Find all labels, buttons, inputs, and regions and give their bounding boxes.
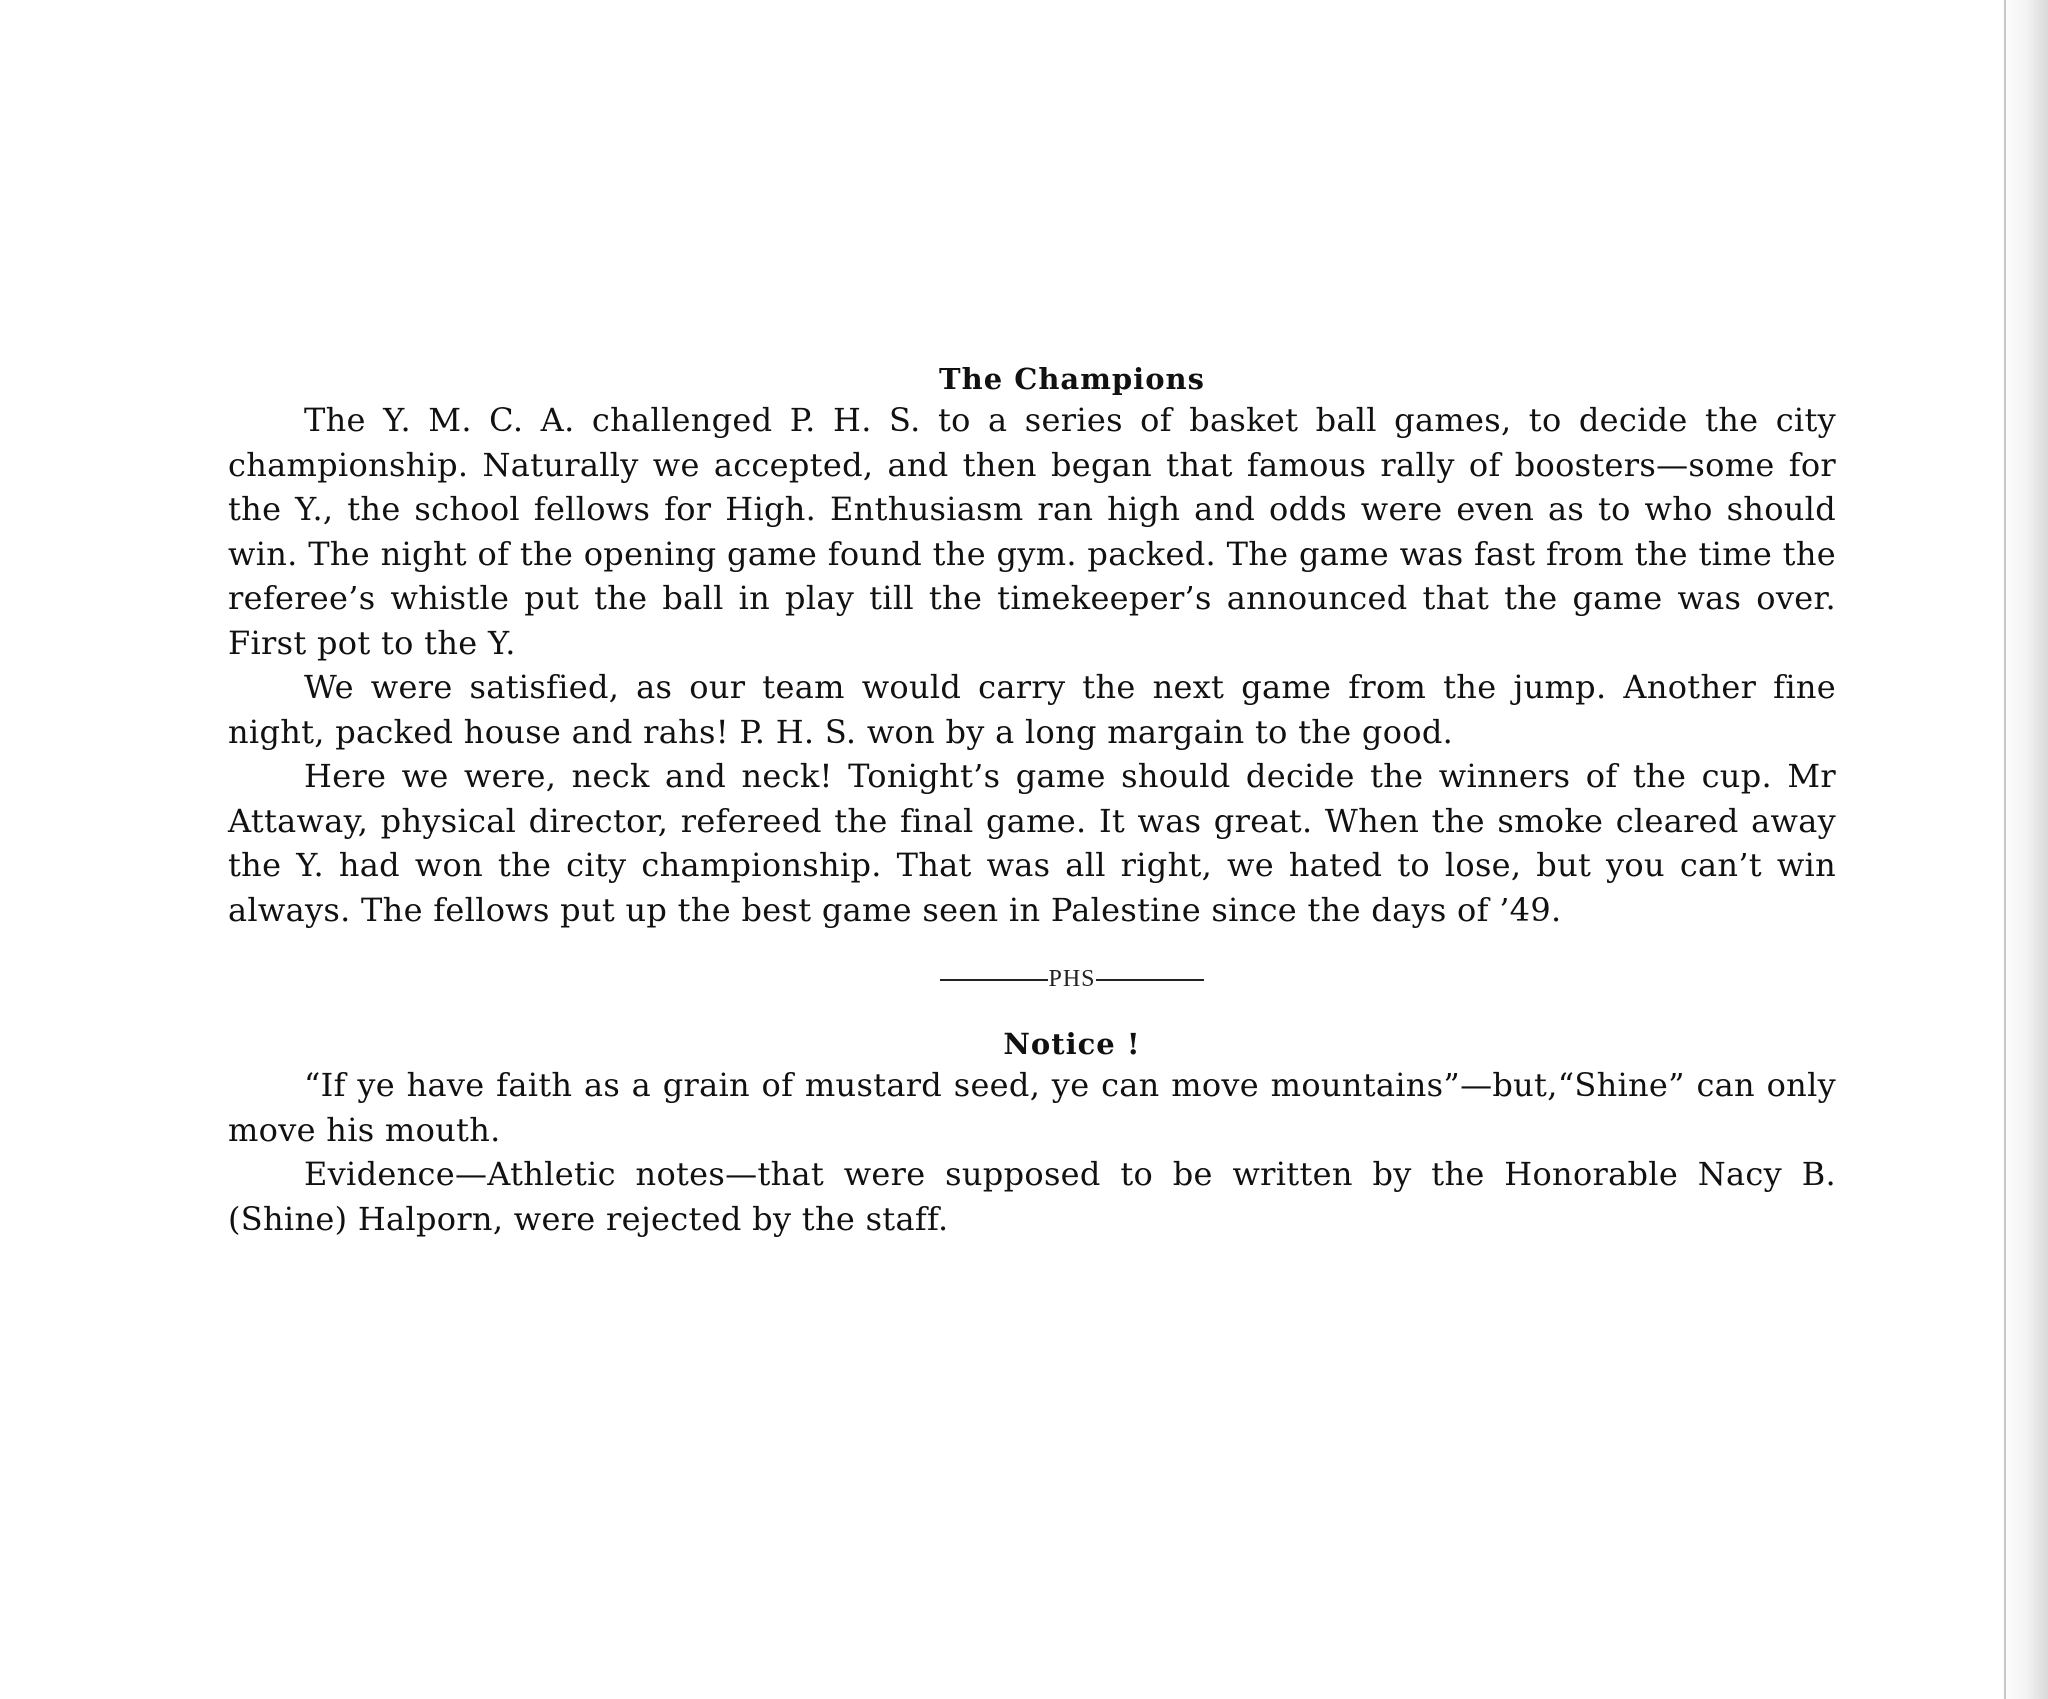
separator-dash-left bbox=[940, 979, 1048, 981]
article-paragraph-2: We were satisfied, as our team would carry the next game from the jump. Another fine night, packed house and rahs! P. H. S. won by a long margain to the good. bbox=[228, 668, 1836, 751]
article-notice bbox=[228, 1027, 1836, 1241]
notice-paragraph-2: Evidence—Athletic notes—that were supposed to be written by the Honorable Nacy B. (Shine) Halporn, were rejected by the staff. bbox=[228, 1155, 1836, 1238]
notice-title: Notice ! bbox=[1003, 1027, 1141, 1061]
article-title: The Champions bbox=[939, 362, 1205, 396]
article-paragraph-1: The Y. M. C. A. challenged P. H. S. to a series of basket ball games, to decide the city championship. Naturally we accepted, and then began that famous rally of boosters—some for the Y., the school fellows for High. Enthusiasm ran high and odds were even as to who should win. The night of the opening game found the gym. packed. The game was fast from the time the referee’s whistle put the ball in play till the timekeeper’s announced that the game was over. First pot to the Y. bbox=[228, 401, 1836, 662]
text-block bbox=[228, 362, 1836, 1241]
page-edge-shadow bbox=[2002, 0, 2048, 1699]
article-paragraph-3: Here we were, neck and neck! Tonight’s game should decide the winners of the cup. Mr Attaway, physical director, refereed the final game. It was great. When the smoke cleared away the Y. had won the city championship. That was all right, we hated to lose, but you can’t win always. The fellows put up the best game seen in Palestine since the days of ’49. bbox=[228, 757, 1836, 929]
page-edge-line bbox=[2004, 0, 2006, 1699]
separator-dash-right bbox=[1096, 979, 1204, 981]
separator-label: PHS bbox=[1048, 966, 1096, 992]
article-the-champions bbox=[228, 362, 1836, 932]
notice-paragraph-1: “If ye have faith as a grain of mustard seed, ye can move mountains”—but,“Shine” can only move his mouth. bbox=[228, 1066, 1836, 1149]
phs-separator bbox=[228, 966, 1836, 993]
